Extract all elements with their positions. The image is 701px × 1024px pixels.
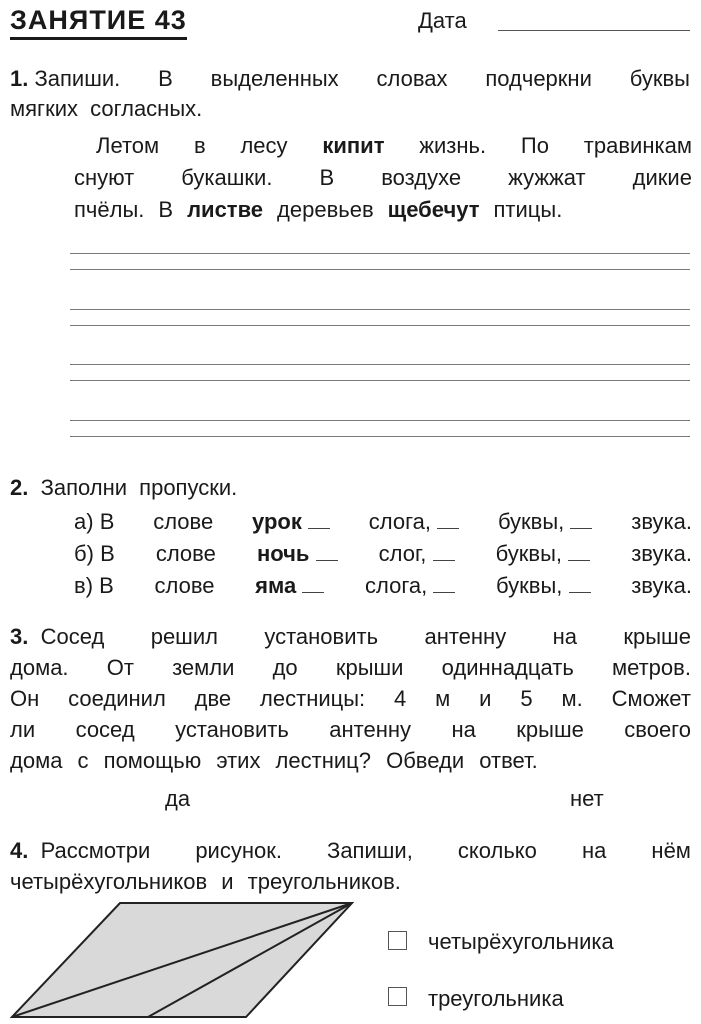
parallelogram-figure	[0, 895, 370, 1024]
blank-field[interactable]	[568, 546, 590, 561]
task2-rows	[74, 507, 692, 601]
task3-number: 3.	[10, 624, 29, 649]
blank-field[interactable]	[437, 514, 459, 529]
fill-row-b: б) В слове ночь слог, буквы, звука.	[74, 541, 692, 566]
task1-number: 1.	[10, 66, 29, 91]
word-noch: ночь	[256, 541, 310, 566]
lesson-title: ЗАНЯТИЕ 43	[10, 4, 187, 40]
task2-instruction: 2. Заполни пропуски.	[10, 475, 238, 500]
task4-number: 4.	[10, 838, 29, 863]
task2-number: 2.	[10, 475, 29, 500]
blank-field[interactable]	[316, 546, 338, 561]
writing-line[interactable]	[70, 420, 690, 421]
blank-field[interactable]	[308, 514, 330, 529]
writing-line[interactable]	[70, 325, 690, 326]
writing-line[interactable]	[70, 364, 690, 365]
answer-no[interactable]: нет	[570, 786, 604, 811]
fill-row-v: в) В слове яма слога, буквы, звука.	[74, 573, 692, 598]
blank-field[interactable]	[569, 578, 591, 593]
task4-text: 4. Рассмотри рисунок. Запиши, сколько на нём четырёхугольников и треугольников.	[10, 838, 691, 894]
highlighted-word-kipit: кипит	[322, 133, 385, 158]
date-label: Дата	[418, 8, 467, 33]
word-yama: яма	[255, 573, 297, 598]
blank-field[interactable]	[433, 546, 455, 561]
checkbox-quadrilaterals[interactable]	[388, 931, 407, 950]
date-input-line[interactable]	[498, 30, 690, 31]
writing-line[interactable]	[70, 436, 690, 437]
writing-line[interactable]	[70, 309, 690, 310]
writing-line[interactable]	[70, 269, 690, 270]
task1-instruction: 1. Запиши. В выделенных словах подчеркни буквы мягких согласных.	[10, 66, 690, 121]
blank-field[interactable]	[570, 514, 592, 529]
answer-yes[interactable]: да	[165, 786, 191, 811]
blank-field[interactable]	[302, 578, 324, 593]
highlighted-word-shchebechut: щебечут	[387, 197, 480, 222]
writing-line[interactable]	[70, 380, 690, 381]
writing-line[interactable]	[70, 253, 690, 254]
label-quadrilaterals: четырёхугольника	[428, 929, 614, 954]
task1-text: Летом в лесу кипит жизнь. По травинкам снуют букашки. В воздухе жужжат дикие пчёлы. В листве деревьев щебечут птицы.	[74, 131, 692, 225]
label-triangles: треугольника	[428, 986, 564, 1011]
word-urok: урок	[252, 509, 302, 534]
highlighted-word-listve: листве	[187, 197, 264, 222]
checkbox-triangles[interactable]	[388, 987, 407, 1006]
fill-row-a: а) В слове урок слога, буквы, звука.	[74, 509, 692, 534]
blank-field[interactable]	[433, 578, 455, 593]
task3-text: 3. Сосед решил установить антенну на крыше дома. От земли до крыши одиннадцать метров. Он соединил две лестницы: 4 м и 5 м. Сможет ли сосед установить антенну на крыше своего дома с помощью этих лестниц? Обведи ответ.	[10, 624, 691, 773]
